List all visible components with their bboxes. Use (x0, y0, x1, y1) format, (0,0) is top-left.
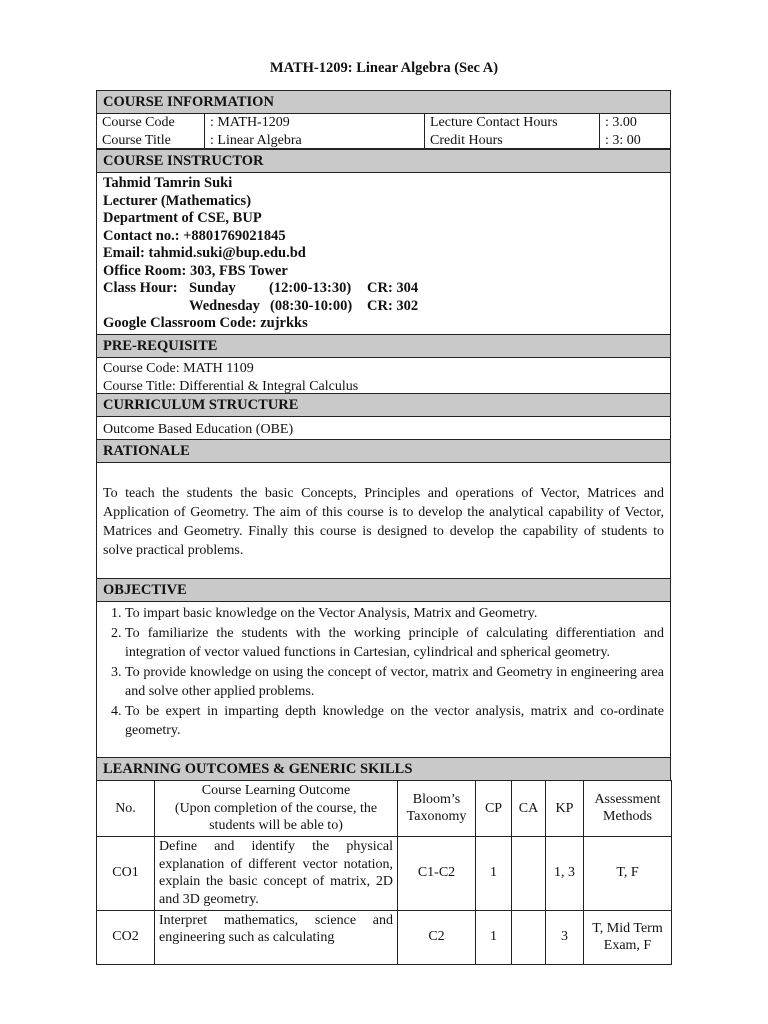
objective-item: 3. To provide knowledge on using the concept of vector, matrix and Geometry in engineering area and solve other applied problems. (125, 663, 664, 701)
col-no-header: No. (97, 781, 155, 837)
col-blooms-header: Bloom’s Taxonomy (398, 781, 476, 837)
document-title: MATH-1209: Linear Algebra (Sec A) (269, 60, 499, 76)
table-row (97, 836, 672, 910)
co-number: CO1 (97, 836, 155, 910)
co-assessment: T, Mid Term Exam, F (584, 910, 672, 964)
co-ca (512, 836, 546, 910)
instructor-contact: Contact no.: +8801769021845 (103, 227, 286, 244)
objective-item: 1. To impart basic knowledge on the Vector Analysis, Matrix and Geometry. (125, 604, 664, 623)
prerequisite-heading: PRE-REQUISITE (96, 334, 671, 358)
course-information-heading: COURSE INFORMATION (96, 90, 671, 114)
credit-hours-label: Credit Hours (430, 132, 503, 148)
prerequisite-title: Course Title: Differential & Integral Calculus (103, 378, 359, 394)
contact-hours-value: : 3.00 (605, 115, 637, 130)
co-description: Define and identify the physical explanation of different vector notation, explain the basic concept of matrix, 2D and 3D geometry. (155, 836, 398, 910)
instructor-department: Department of CSE, BUP (103, 210, 262, 226)
rationale-heading: RATIONALE (96, 439, 671, 463)
objective-item: 4. To be expert in imparting depth knowledge on the vector analysis, matrix and co-ordinate geometry. (125, 702, 664, 740)
co-blooms: C1-C2 (398, 836, 476, 910)
table-header-row (97, 781, 672, 837)
class-hour-day: Wednesday (189, 297, 260, 314)
col-kp-header: KP (546, 781, 584, 837)
course-title-label: Course Title (102, 132, 171, 148)
rationale-text: To teach the students the basic Concepts, Principles and operations of Vector, Matrices and Application of Geometry. The aim of this course is to develop the analytical capability of Vector, Matrices and Geometry. Finally this course is designed to develop the capability of students to solve practical problems. (96, 462, 671, 579)
prerequisite-code: Course Code: MATH 1109 (103, 361, 254, 376)
google-classroom-code: Google Classroom Code: zujrkks (103, 315, 308, 331)
objective-heading: OBJECTIVE (96, 578, 671, 602)
co-number: CO2 (97, 910, 155, 964)
contact-hours-label: Lecture Contact Hours (430, 115, 558, 130)
learning-outcomes-heading: LEARNING OUTCOMES & GENERIC SKILLS (96, 757, 671, 781)
class-hour-room: CR: 302 (367, 297, 419, 314)
col-ca-header: CA (512, 781, 546, 837)
curriculum-heading: CURRICULUM STRUCTURE (96, 393, 671, 417)
class-hour-room: CR: 304 (367, 280, 419, 296)
instructor-email: Email: tahmid.suki@bup.edu.bd (103, 245, 306, 261)
class-hour-label: Class Hour: (103, 280, 178, 296)
col-clo-header: Course Learning Outcome (Upon completion of the course, the students will be able to) (155, 781, 398, 837)
instructor-designation: Lecturer (Mathematics) (103, 192, 252, 209)
learning-outcomes-table (96, 780, 672, 965)
objective-item: 2. To familiarize the students with the working principle of calculating differentiation and integration of vector valued functions in Cartesian, cylindrical and spherical geometry. (125, 624, 664, 662)
class-hour-time: (08:30-10:00) (270, 297, 353, 314)
co-cp: 1 (476, 910, 512, 964)
course-code-value: : MATH-1209 (210, 115, 290, 130)
co-kp: 3 (546, 910, 584, 964)
instructor-office: Office Room: 303, FBS Tower (103, 262, 288, 279)
co-assessment: T, F (584, 836, 672, 910)
prerequisite-details (96, 357, 671, 394)
co-description: Interpret mathematics, science and engineering such as calculating (155, 910, 398, 964)
class-hour-row-1 (103, 280, 664, 298)
course-instructor-heading: COURSE INSTRUCTOR (96, 149, 671, 173)
col-assessment-header: Assessment Methods (584, 781, 672, 837)
class-hour-time: (12:00-13:30) (269, 280, 352, 296)
objective-list (97, 604, 670, 740)
course-information-table (96, 113, 671, 149)
co-kp: 1, 3 (546, 836, 584, 910)
course-code-label: Course Code (102, 115, 175, 130)
co-ca (512, 910, 546, 964)
class-hour-day: Sunday (189, 280, 236, 296)
class-hour-row-2 (103, 298, 664, 316)
objective-list-box (96, 601, 671, 758)
table-row (97, 910, 672, 964)
co-cp: 1 (476, 836, 512, 910)
col-cp-header: CP (476, 781, 512, 837)
curriculum-text: Outcome Based Education (OBE) (96, 416, 671, 440)
instructor-details (96, 172, 671, 335)
credit-hours-value: : 3: 00 (605, 132, 641, 148)
instructor-name: Tahmid Tamrin Suki (103, 175, 233, 191)
co-blooms: C2 (398, 910, 476, 964)
course-title-value: : Linear Algebra (210, 132, 302, 148)
